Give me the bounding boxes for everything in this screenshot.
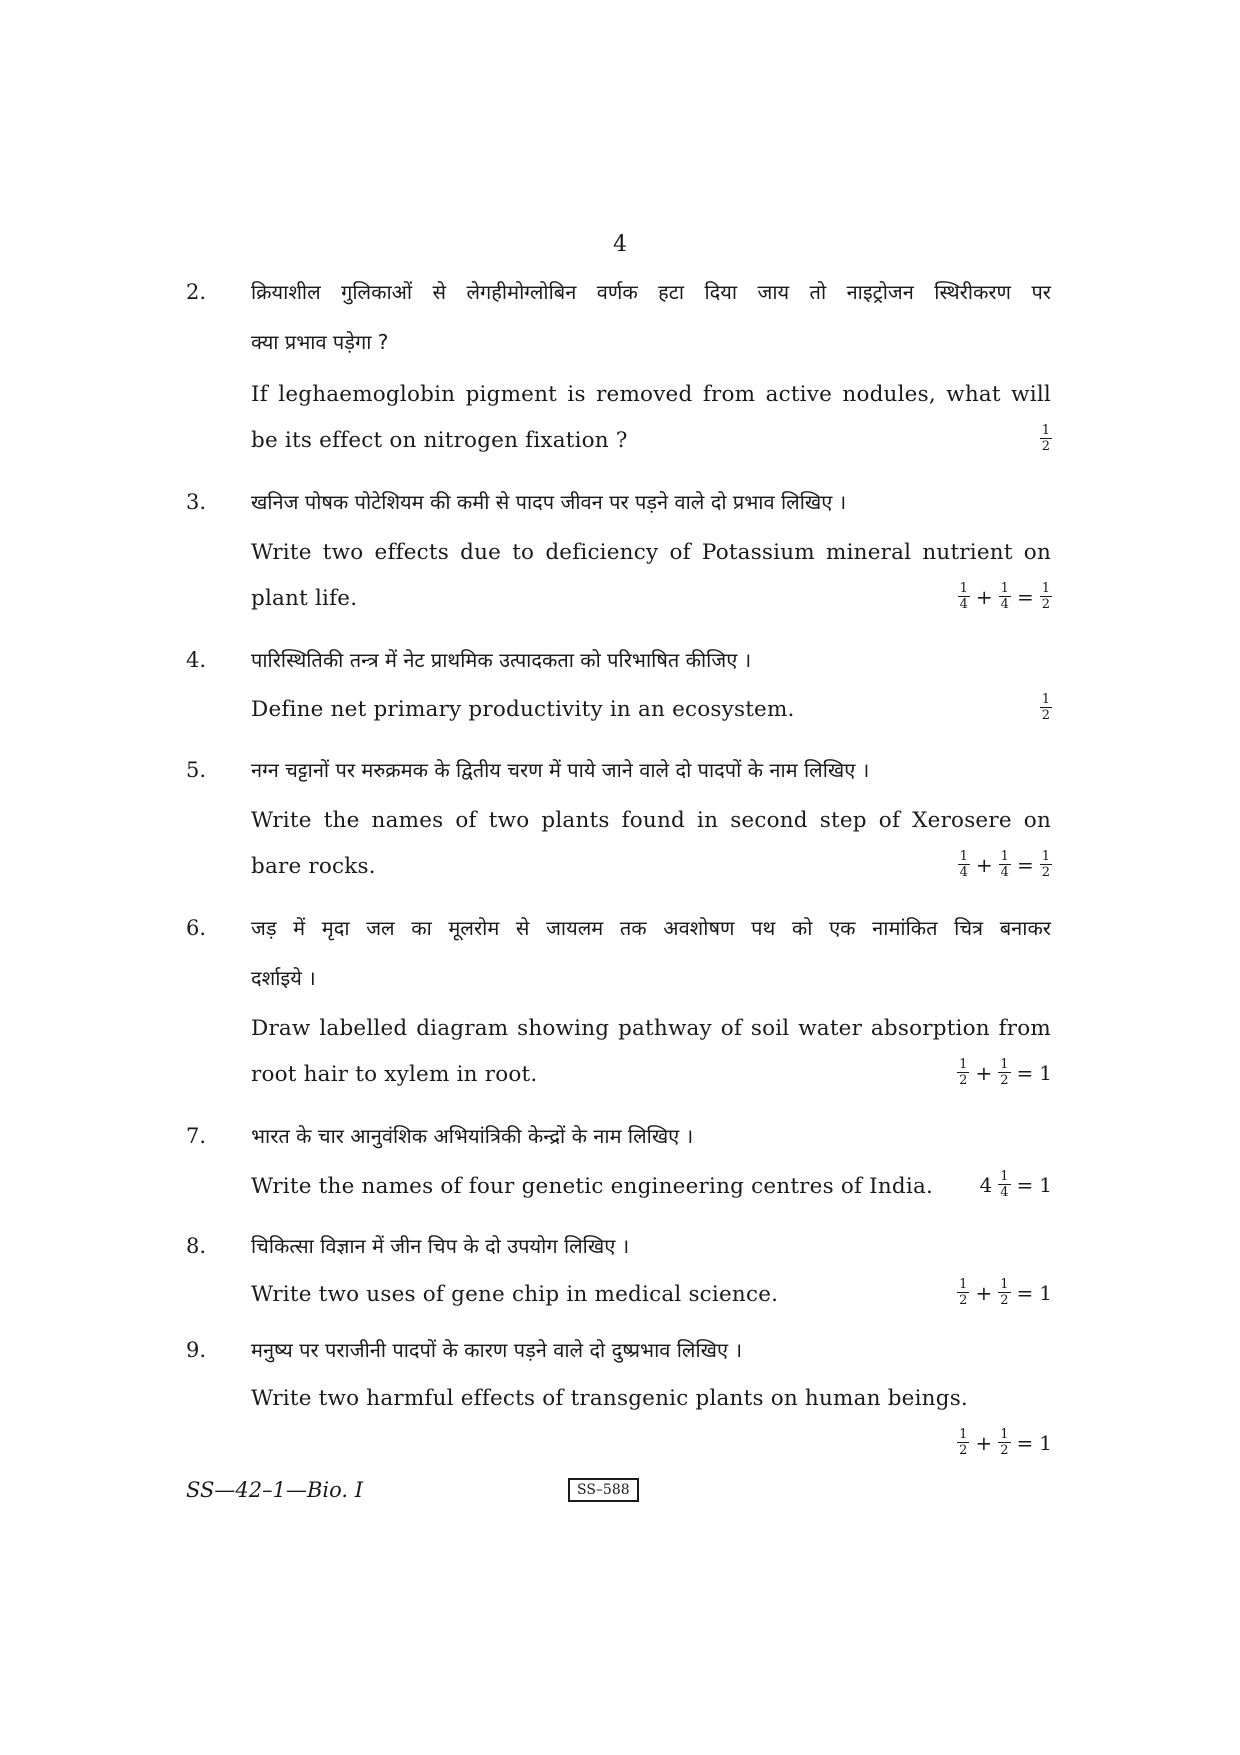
serial-code-box: SS–588 bbox=[568, 1478, 639, 1502]
fraction-numerator: 1 bbox=[959, 1427, 968, 1442]
hindi-text-line: क्रियाशील गुलिकाओं से लेगहीमोग्लोबिन वर्णक हटा दिया जाय तो नाइट्रोजन स्थिरीकरण पर bbox=[251, 280, 1051, 304]
fraction-numerator: 1 bbox=[1041, 692, 1050, 707]
fraction bbox=[957, 1278, 969, 1307]
marks bbox=[979, 1170, 1052, 1199]
marks-operator: + bbox=[975, 852, 993, 877]
hindi-text-line: क्या प्रभाव पड़ेगा ? bbox=[251, 330, 389, 354]
fraction-numerator: 1 bbox=[1041, 849, 1050, 864]
marks-operator: = bbox=[1016, 584, 1034, 609]
english-text-line: Write two uses of gene chip in medical science. bbox=[251, 1282, 779, 1307]
fraction bbox=[958, 850, 970, 879]
marks-operator: = bbox=[1016, 1172, 1034, 1197]
paper-code: SS—42–1—Bio. I bbox=[186, 1478, 364, 1502]
fraction-numerator: 1 bbox=[959, 1057, 968, 1072]
fraction-numerator: 1 bbox=[1000, 581, 1009, 596]
marks-operator: = bbox=[1016, 1060, 1034, 1085]
hindi-text-line: जड़ में मृदा जल का मूलरोम से जायलम तक अवशोषण पथ को एक नामांकित चित्र बनाकर bbox=[251, 916, 1051, 940]
marks bbox=[957, 1428, 1052, 1457]
fraction-denominator: 2 bbox=[1000, 1293, 1009, 1308]
marks bbox=[957, 1278, 1052, 1307]
marks bbox=[958, 850, 1052, 879]
english-text-line: Draw labelled diagram showing pathway of soil water absorption from bbox=[251, 1016, 1051, 1041]
marks-total: 1 bbox=[1039, 1280, 1052, 1305]
fraction-numerator: 1 bbox=[1000, 1427, 1009, 1442]
marks bbox=[1040, 693, 1052, 722]
marks bbox=[1040, 424, 1052, 453]
question-number: 3. bbox=[186, 490, 207, 514]
english-text-line: plant life. bbox=[251, 586, 358, 611]
fraction bbox=[998, 1058, 1010, 1087]
fraction-denominator: 2 bbox=[959, 1293, 968, 1308]
english-text-line: root hair to xylem in root. bbox=[251, 1062, 538, 1087]
fraction-denominator: 2 bbox=[1041, 865, 1050, 880]
fraction bbox=[1040, 582, 1052, 611]
english-text-line: Write two effects due to deficiency of Potassium mineral nutrient on bbox=[251, 540, 1051, 565]
marks-operator: = bbox=[1016, 1430, 1034, 1455]
hindi-text-line: भारत के चार आनुवंशिक अभियांत्रिकी केन्द्रों के नाम लिखिए । bbox=[251, 1124, 694, 1148]
fraction bbox=[998, 1428, 1010, 1457]
fraction bbox=[1040, 693, 1052, 722]
marks-operator: + bbox=[975, 1430, 993, 1455]
fraction-numerator: 1 bbox=[1000, 849, 1009, 864]
fraction-denominator: 4 bbox=[959, 597, 968, 612]
marks bbox=[958, 582, 1052, 611]
fraction-numerator: 1 bbox=[1000, 1169, 1009, 1184]
fraction bbox=[1040, 850, 1052, 879]
english-text-line: bare rocks. bbox=[251, 854, 376, 879]
hindi-text-line: पारिस्थितिकी तन्त्र में नेट प्राथमिक उत्पादकता को परिभाषित कीजिए । bbox=[251, 648, 752, 672]
fraction-denominator: 2 bbox=[959, 1443, 968, 1458]
fraction bbox=[958, 582, 970, 611]
fraction bbox=[998, 1278, 1010, 1307]
fraction bbox=[999, 850, 1011, 879]
fraction bbox=[1040, 424, 1052, 453]
fraction-denominator: 4 bbox=[1000, 597, 1009, 612]
question-number: 8. bbox=[186, 1234, 207, 1258]
question-number: 4. bbox=[186, 648, 207, 672]
fraction-numerator: 1 bbox=[1000, 1057, 1009, 1072]
fraction-numerator: 1 bbox=[959, 1277, 968, 1292]
english-text-line: If leghaemoglobin pigment is removed from active nodules, what will bbox=[251, 382, 1051, 407]
marks-multiplier: 4 bbox=[979, 1172, 993, 1197]
hindi-text-line: दर्शाइये । bbox=[251, 966, 316, 990]
fraction-denominator: 4 bbox=[1000, 865, 1009, 880]
english-text-line: Define net primary productivity in an ecosystem. bbox=[251, 697, 795, 722]
fraction-denominator: 4 bbox=[959, 865, 968, 880]
hindi-text-line: नग्न चट्टानों पर मरुक्रमक के द्वितीय चरण में पाये जाने वाले दो पादपों के नाम लिखिए । bbox=[251, 758, 870, 782]
english-text-line: Write two harmful effects of transgenic plants on human beings. bbox=[251, 1386, 968, 1411]
english-text-line: be its effect on nitrogen fixation ? bbox=[251, 428, 628, 453]
marks bbox=[957, 1058, 1052, 1087]
english-text-line: Write the names of four genetic engineering centres of India. bbox=[251, 1174, 934, 1199]
fraction bbox=[957, 1058, 969, 1087]
marks-total: 1 bbox=[1039, 1430, 1052, 1455]
marks-operator: + bbox=[975, 1280, 993, 1305]
fraction bbox=[998, 1170, 1010, 1199]
hindi-text-line: चिकित्सा विज्ञान में जीन चिप के दो उपयोग लिखिए । bbox=[251, 1234, 630, 1258]
question-number: 5. bbox=[186, 758, 207, 782]
fraction-denominator: 2 bbox=[1000, 1443, 1009, 1458]
marks-operator: = bbox=[1016, 852, 1034, 877]
fraction-numerator: 1 bbox=[959, 581, 968, 596]
fraction-denominator: 4 bbox=[1000, 1185, 1009, 1200]
fraction-denominator: 2 bbox=[1041, 439, 1050, 454]
fraction bbox=[999, 582, 1011, 611]
marks-operator: = bbox=[1016, 1280, 1034, 1305]
fraction-denominator: 2 bbox=[1041, 708, 1050, 723]
fraction-denominator: 2 bbox=[1041, 597, 1050, 612]
fraction-numerator: 1 bbox=[1000, 1277, 1009, 1292]
marks-operator: + bbox=[975, 584, 993, 609]
hindi-text-line: खनिज पोषक पोटेशियम की कमी से पादप जीवन पर पड़ने वाले दो प्रभाव लिखिए । bbox=[251, 490, 847, 514]
page-number: 4 bbox=[613, 232, 627, 257]
marks-total: 1 bbox=[1039, 1172, 1052, 1197]
fraction-denominator: 2 bbox=[1000, 1073, 1009, 1088]
question-number: 2. bbox=[186, 280, 207, 304]
marks-total: 1 bbox=[1039, 1060, 1052, 1085]
fraction-numerator: 1 bbox=[1041, 581, 1050, 596]
fraction bbox=[957, 1428, 969, 1457]
question-number: 7. bbox=[186, 1124, 207, 1148]
question-number: 6. bbox=[186, 916, 207, 940]
english-text-line: Write the names of two plants found in second step of Xerosere on bbox=[251, 808, 1051, 833]
question-number: 9. bbox=[186, 1338, 207, 1362]
fraction-numerator: 1 bbox=[959, 849, 968, 864]
hindi-text-line: मनुष्य पर पराजीनी पादपों के कारण पड़ने वाले दो दुष्प्रभाव लिखिए । bbox=[251, 1338, 743, 1362]
fraction-numerator: 1 bbox=[1041, 423, 1050, 438]
marks-operator: + bbox=[975, 1060, 993, 1085]
fraction-denominator: 2 bbox=[959, 1073, 968, 1088]
